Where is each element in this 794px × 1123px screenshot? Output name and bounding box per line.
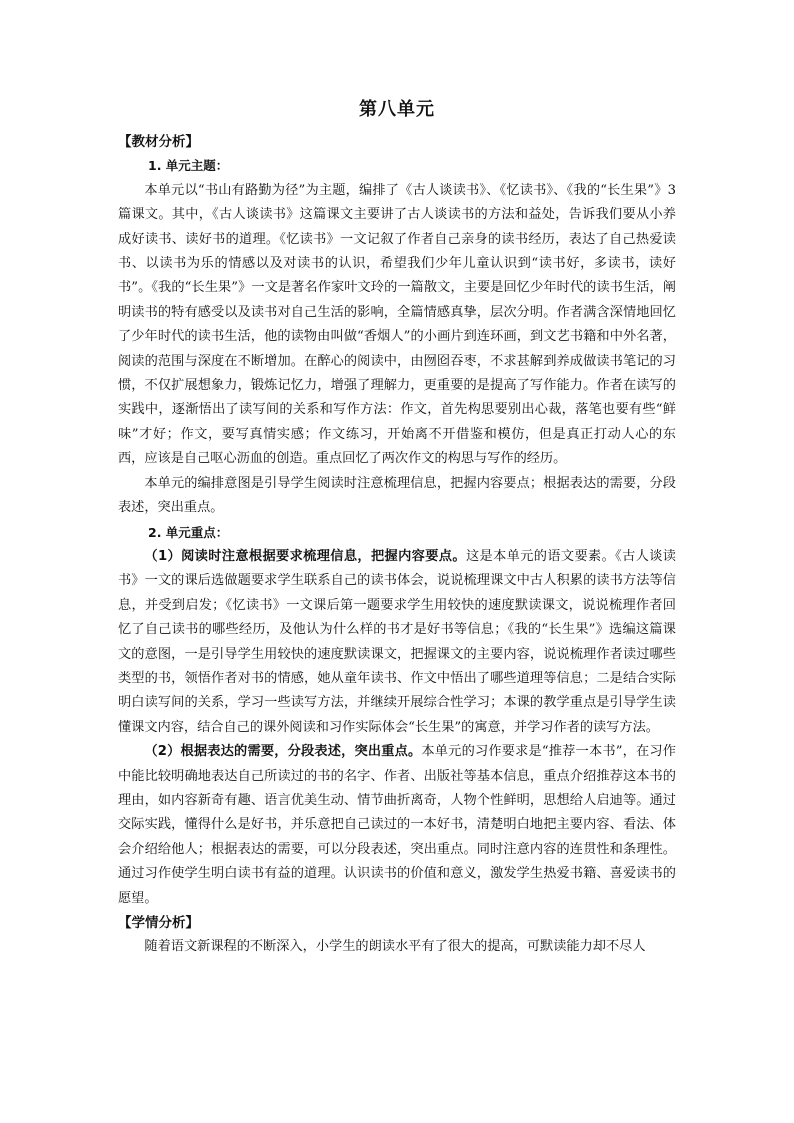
paragraph-student-analysis: 随着语文新课程的不断深入，小学生的朗读水平有了很大的提高，可默读能力却不尽人 [144, 939, 646, 955]
section-heading-textbook-analysis: 【教材分析】 [118, 134, 199, 150]
section-heading-student-analysis: 【学情分析】 [118, 915, 199, 931]
focus-reading-lead: （1）阅读时注意根据要求梳理信息，把握内容要点。 [144, 548, 466, 564]
page-title: 第八单元 [359, 99, 435, 120]
paragraph-focus-reading [118, 545, 676, 740]
subheading-unit-theme: 1. 单元主题： [148, 158, 229, 174]
focus-writing-body: 本单元的习作要求是“推荐一本书”，在习作中能比较明确地表达自己所读过的书的名字、作者、出版社等基本信息，重点介绍推荐这本书的理由，如内容新奇有趣、语言优美生动、情节曲折离奇，人物个性鲜明，思想给人启迪等。通过交际实践，懂得什么是好书，并乐意把自己读过的一本好书，清楚明白地把主要内容、看法、体会介绍给他人；根据表达的需要，可以分段表述，突出重点。同时注意内容的连贯性和条理性。通过习作使学生明白读书有益的道理。认识读书的价值和意义，激发学生热爱书籍、喜爱读书的愿望。 [118, 744, 676, 906]
paragraph-unit-theme: 本单元以“书山有路勤为径”为主题，编排了《古人谈读书》、《忆读书》、《我的“长生果”》3篇课文。其中，《古人谈读书》这篇课文主要讲了古人谈读书的方法和益处，告诉我们要从小养成好读书、读好书的道理。《忆读书》一文记叙了作者自己亲身的读书经历，表达了自己热爱读书、以读书为乐的情感以及对读书的认识，希望我们少年儿童认识到“读书好，多读书，读好书”。《我的“长生果”》一文是著名作家叶文玲的一篇散文，主要是回忆少年时代的读书生活，阐明读书的特有感受以及读书对自己生活的影响，全篇情感真挚，层次分明。作者满含深情地回忆了少年时代的读书生活，他的读物由叫做“香烟人”的小画片到连环画，到文艺书籍和中外名著，阅读的范围与深度在不断增加。在醉心的阅读中，由囫囵吞枣，不求甚解到养成做读书笔记的习惯，不仅扩展想象力，锻炼记忆力，增强了理解力，更重要的是提高了写作能力。作者在读写的实践中，逐渐悟出了读写间的关系和写作方法：作文，首先构思要别出心裁，落笔也要有些“鲜味”才好；作文，要写真情实感；作文练习，开始离不开借鉴和模仿，但是真正打动人心的东西，应该是自己呕心沥血的创造。重点回忆了两次作文的构思与写作的经历。 [118, 182, 676, 467]
paragraph-focus-writing [118, 740, 676, 911]
focus-writing-lead: （2）根据表达的需要，分段表述，突出重点。 [144, 744, 422, 760]
paragraph-arrangement-intent: 本单元的编排意图是引导学生阅读时注意梳理信息，把握内容要点；根据表达的需要，分段表述，突出重点。 [118, 475, 676, 516]
focus-reading-body: 这是本单元的语文要素。《古人谈读书》一文的课后选做题要求学生联系自己的读书体会，说说梳理课文中古人积累的读书方法等信息，并受到启发；《忆读书》一文课后第一题要求学生用较快的速度默读课文，说说梳理作者回忆了自己读书的哪些经历，及他认为什么样的书才是好书等信息；《我的“长生果”》选编这篇课文的意图，一是引导学生用较快的速度默读课文，把握课文的主要内容，说说梳理作者读过哪些类型的书，领悟作者对书的情感，她从童年读书、作文中悟出了哪些道理等信息；二是结合实际明白读写间的关系，学习一些读写方法，并继续开展综合性学习；本课的教学重点是引导学生读懂课文内容，结合自己的课外阅读和习作实际体会“长生果”的寓意，并学习作者的读写方法。 [118, 548, 676, 735]
subheading-unit-focus: 2. 单元重点： [148, 524, 229, 540]
document-page [118, 96, 676, 960]
